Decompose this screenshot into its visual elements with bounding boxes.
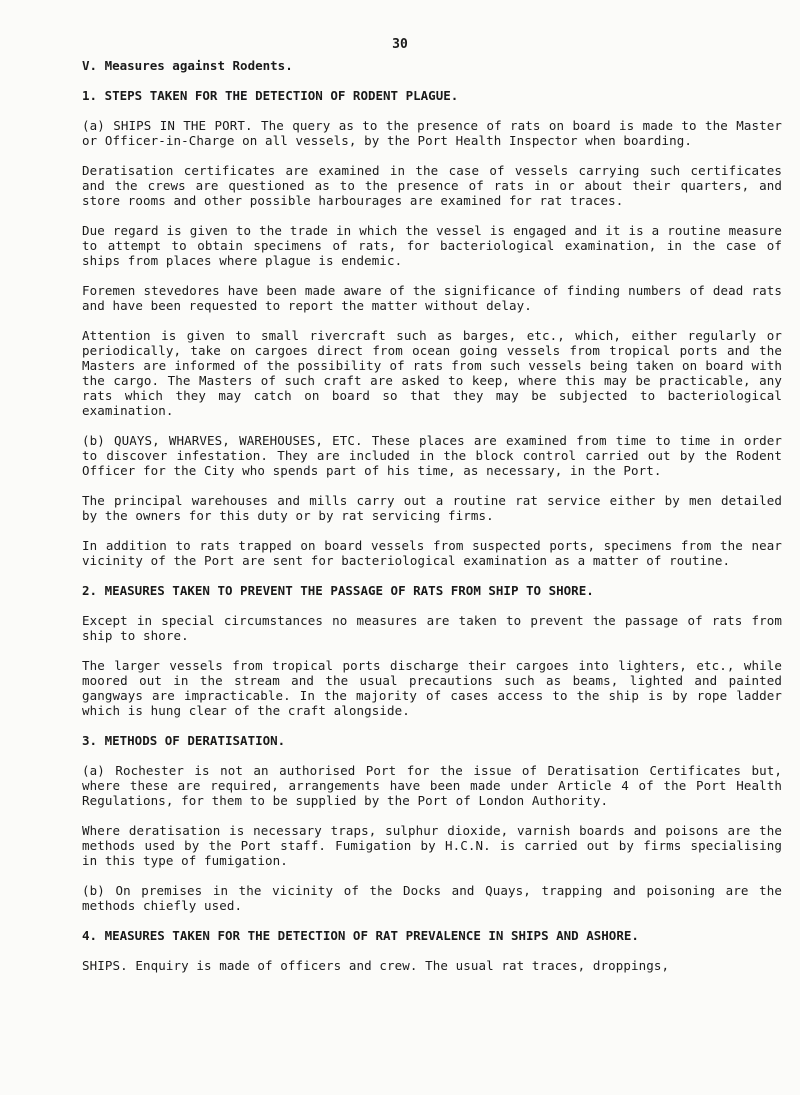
paragraph-specimens: In addition to rats trapped on board vessels from suspected ports, specimens from the near vicinity of the Port are sent for bacteriological examination as a matter of routine. bbox=[82, 538, 782, 568]
document-body bbox=[82, 58, 782, 973]
paragraph-rivercraft: Attention is given to small rivercraft such as barges, etc., which, either regularly or periodically, take on cargoes direct from ocean going vessels from tropical ports and the Masters are informed of the possibility of rats from such vessels being taken on board with the cargo. The Masters of such craft are asked to keep, where this may be practicable, any rats which they may catch on board so that they may be subjected to bacteriological examination. bbox=[82, 328, 782, 418]
paragraph-trade-regard: Due regard is given to the trade in which the vessel is engaged and it is a routine measure to attempt to obtain specimens of rats, for bacteriological examination, in the case of ships from places where plague is endemic. bbox=[82, 223, 782, 268]
paragraph-ships-enquiry: SHIPS. Enquiry is made of officers and crew. The usual rat traces, droppings, bbox=[82, 958, 670, 973]
paragraph-special-circumstances: Except in special circumstances no measures are taken to prevent the passage of rats from ship to shore. bbox=[82, 613, 782, 643]
paragraph-larger-vessels: The larger vessels from tropical ports discharge their cargoes into lighters, etc., while moored out in the stream and the usual precautions such as beams, lighted and painted gangways are impracticable. In the majority of cases access to the ship is by rope ladder which is hung clear of the craft alongside. bbox=[82, 658, 782, 718]
paragraph-deratisation-certificates: Deratisation certificates are examined in the case of vessels carrying such certificates and the crews are questioned as to the presence of rats in or about their quarters, and store rooms and other possible harbourages are examined for rat traces. bbox=[82, 163, 782, 208]
paragraph-ships-in-port: (a) SHIPS IN THE PORT. The query as to the presence of rats on board is made to the Master or Officer-in-Charge on all vessels, by the Port Health Inspector when boarding. bbox=[82, 118, 782, 148]
subsection-heading-detection: 1. STEPS TAKEN FOR THE DETECTION OF RODENT PLAGUE. bbox=[82, 88, 459, 103]
paragraph-quays-wharves: (b) QUAYS, WHARVES, WAREHOUSES, ETC. These places are examined from time to time in order to discover infestation. They are included in the block control carried out by the Rodent Officer for the City who spends part of his time, as necessary, in the Port. bbox=[82, 433, 782, 478]
paragraph-premises-vicinity: (b) On premises in the vicinity of the Docks and Quays, trapping and poisoning are the methods chiefly used. bbox=[82, 883, 782, 913]
subsection-heading-prevent-passage: 2. MEASURES TAKEN TO PREVENT THE PASSAGE OF RATS FROM SHIP TO SHORE. bbox=[82, 583, 594, 598]
paragraph-rochester-authorised: (a) Rochester is not an authorised Port for the issue of Deratisation Certificates but, where these are required, arrangements have been made under Article 4 of the Port Health Regulations, for them to be supplied by the Port of London Authority. bbox=[82, 763, 782, 808]
subsection-heading-deratisation-methods: 3. METHODS OF DERATISATION. bbox=[82, 733, 286, 748]
subsection-heading-rat-prevalence: 4. MEASURES TAKEN FOR THE DETECTION OF RAT PREVALENCE IN SHIPS AND ASHORE. bbox=[82, 928, 639, 943]
page-number: 30 bbox=[392, 37, 408, 52]
paragraph-deratisation-methods: Where deratisation is necessary traps, sulphur dioxide, varnish boards and poisons are the methods used by the Port staff. Fumigation by H.C.N. is carried out by firms specialising in this type of fumigation. bbox=[82, 823, 782, 868]
section-heading: V. Measures against Rodents. bbox=[82, 58, 293, 73]
paragraph-foremen-stevedores: Foremen stevedores have been made aware of the significance of finding numbers of dead rats and have been requested to report the matter without delay. bbox=[82, 283, 782, 313]
paragraph-warehouses-mills: The principal warehouses and mills carry out a routine rat service either by men detailed by the owners for this duty or by rat servicing firms. bbox=[82, 493, 782, 523]
